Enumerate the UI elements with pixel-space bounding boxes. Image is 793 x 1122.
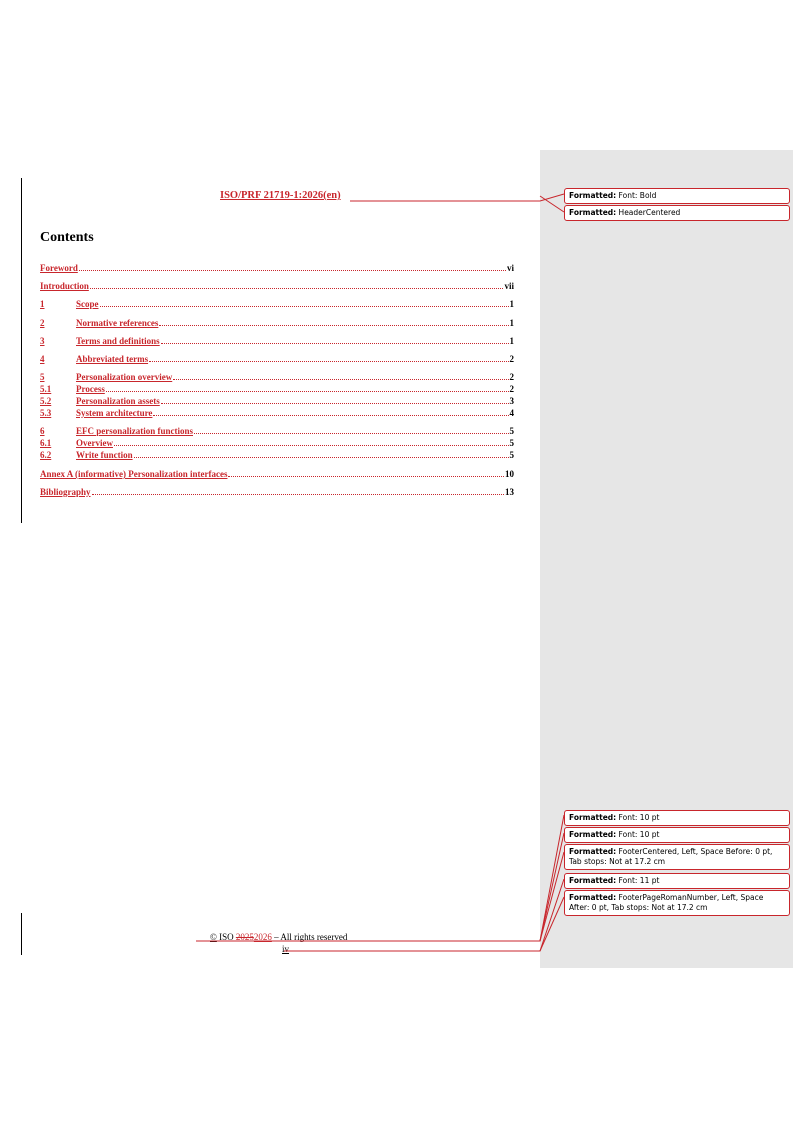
toc-page: 5 bbox=[509, 438, 514, 448]
toc-title: Terms and definitions bbox=[76, 336, 160, 346]
comment-balloon[interactable] bbox=[564, 873, 790, 889]
balloon-text: Font: 10 pt bbox=[616, 813, 660, 822]
toc-page: 5 bbox=[509, 426, 514, 436]
toc-entry-efc-personalization-functions[interactable] bbox=[40, 425, 514, 436]
inserted-year: 2026 bbox=[253, 932, 272, 942]
toc-page: 2 bbox=[509, 372, 514, 382]
change-bar bbox=[21, 178, 22, 523]
comment-balloon[interactable] bbox=[564, 810, 790, 826]
toc-entry-scope[interactable] bbox=[40, 298, 514, 309]
toc-title: Annex A (informative) Personalization interfaces bbox=[40, 469, 228, 479]
toc-title: Overview bbox=[76, 438, 113, 448]
toc-entry-terms-and-definitions[interactable] bbox=[40, 335, 514, 346]
toc-title: Personalization assets bbox=[76, 396, 160, 406]
toc-page: 5 bbox=[509, 450, 514, 460]
footer-iso: ISO bbox=[216, 932, 236, 942]
toc-title: Bibliography bbox=[40, 487, 91, 497]
balloon-label: Formatted: bbox=[569, 847, 617, 856]
toc-leader bbox=[159, 317, 508, 326]
toc-entry-bibliography[interactable] bbox=[40, 486, 514, 497]
toc-title: Scope bbox=[76, 299, 99, 309]
toc-entry-process[interactable] bbox=[40, 383, 514, 394]
toc-entry-introduction[interactable] bbox=[40, 280, 514, 291]
balloon-text: HeaderCentered bbox=[616, 208, 681, 217]
toc-entry-normative-references[interactable] bbox=[40, 317, 514, 328]
balloon-text: FooterPageRomanNumber, Left, Space After: 0 pt, Tab stops: Not at 17.2 cm bbox=[569, 893, 764, 912]
toc-title: Process bbox=[76, 384, 105, 394]
toc-page: 13 bbox=[505, 487, 514, 497]
toc-entry-foreword[interactable] bbox=[40, 262, 514, 273]
comment-balloon[interactable] bbox=[564, 890, 790, 916]
toc-number: 4 bbox=[40, 354, 45, 364]
toc-entry-system-architecture[interactable] bbox=[40, 407, 514, 418]
toc-title: Normative references bbox=[76, 318, 159, 328]
toc-page: vi bbox=[506, 263, 514, 273]
toc-leader bbox=[134, 449, 509, 458]
toc-leader bbox=[79, 262, 506, 271]
toc-entry-abbreviated-terms[interactable] bbox=[40, 353, 514, 364]
balloon-text: FooterCentered, Left, Space Before: 0 pt, Tab stops: Not at 17.2 cm bbox=[569, 847, 773, 866]
toc-leader bbox=[161, 335, 509, 344]
toc-number: 6.1 bbox=[40, 438, 52, 448]
toc-title: Write function bbox=[76, 450, 133, 460]
balloon-label: Formatted: bbox=[569, 191, 617, 200]
toc-number: 6.2 bbox=[40, 450, 52, 460]
deleted-year: 2025 bbox=[235, 932, 254, 942]
toc-leader bbox=[114, 437, 509, 446]
toc-page: 2 bbox=[509, 384, 514, 394]
balloon-label: Formatted: bbox=[569, 813, 617, 822]
toc-title: Abbreviated terms bbox=[76, 354, 149, 364]
toc-number: 5.1 bbox=[40, 384, 52, 394]
toc-leader bbox=[90, 280, 504, 289]
toc-page: 10 bbox=[505, 469, 514, 479]
toc-title: Personalization overview bbox=[76, 372, 173, 382]
toc-leader bbox=[228, 468, 504, 477]
toc-number: 3 bbox=[40, 336, 45, 346]
toc-title: EFC personalization functions bbox=[76, 426, 194, 436]
balloon-label: Formatted: bbox=[569, 208, 617, 217]
header-document-id: ISO/PRF 21719-1:2026(en) bbox=[220, 190, 341, 201]
toc-page: 3 bbox=[509, 396, 514, 406]
balloon-label: Formatted: bbox=[569, 876, 617, 885]
toc-number: 5.2 bbox=[40, 396, 52, 406]
footer-rights: – All rights reserved bbox=[271, 932, 348, 942]
toc-page: 1 bbox=[509, 299, 514, 309]
footer-copyright bbox=[210, 932, 347, 942]
toc-entry-write-function[interactable] bbox=[40, 449, 514, 460]
toc-leader bbox=[100, 298, 509, 307]
toc-entry-personalization-assets[interactable] bbox=[40, 395, 514, 406]
toc-leader bbox=[153, 407, 508, 416]
toc-leader bbox=[149, 353, 508, 362]
toc-leader bbox=[173, 371, 508, 380]
balloon-text: Font: Bold bbox=[616, 191, 657, 200]
copyright-symbol: © bbox=[210, 932, 217, 942]
connector-line bbox=[350, 194, 564, 201]
change-bar bbox=[21, 913, 22, 955]
toc-title: System architecture bbox=[76, 408, 153, 418]
contents-heading: Contents bbox=[40, 230, 94, 245]
toc-page: 2 bbox=[509, 354, 514, 364]
connector-line bbox=[196, 815, 564, 941]
toc-title: Foreword bbox=[40, 263, 78, 273]
toc-entry-personalization-overview[interactable] bbox=[40, 371, 514, 382]
balloon-text: Font: 11 pt bbox=[616, 876, 660, 885]
toc-number: 5 bbox=[40, 372, 45, 382]
toc-number: 5.3 bbox=[40, 408, 52, 418]
toc-leader bbox=[161, 395, 509, 404]
comment-balloon[interactable] bbox=[564, 844, 790, 870]
toc-leader bbox=[106, 383, 509, 392]
toc-page: vii bbox=[504, 281, 514, 291]
toc-page: 1 bbox=[509, 336, 514, 346]
toc-page: 4 bbox=[509, 408, 514, 418]
toc-number: 1 bbox=[40, 299, 45, 309]
toc-entry-annex-a[interactable] bbox=[40, 468, 514, 479]
toc-entry-overview[interactable] bbox=[40, 437, 514, 448]
toc-leader bbox=[194, 425, 508, 434]
balloon-label: Formatted: bbox=[569, 830, 617, 839]
balloon-label: Formatted: bbox=[569, 893, 617, 902]
toc-page: 1 bbox=[509, 318, 514, 328]
balloon-text: Font: 10 pt bbox=[616, 830, 660, 839]
footer-page-number: iv bbox=[282, 944, 290, 954]
toc-leader bbox=[92, 486, 504, 495]
comment-balloon[interactable] bbox=[564, 205, 790, 221]
comment-balloon[interactable] bbox=[564, 188, 790, 204]
toc-number: 2 bbox=[40, 318, 45, 328]
comment-balloon[interactable] bbox=[564, 827, 790, 843]
toc-number: 6 bbox=[40, 426, 45, 436]
toc-title: Introduction bbox=[40, 281, 89, 291]
